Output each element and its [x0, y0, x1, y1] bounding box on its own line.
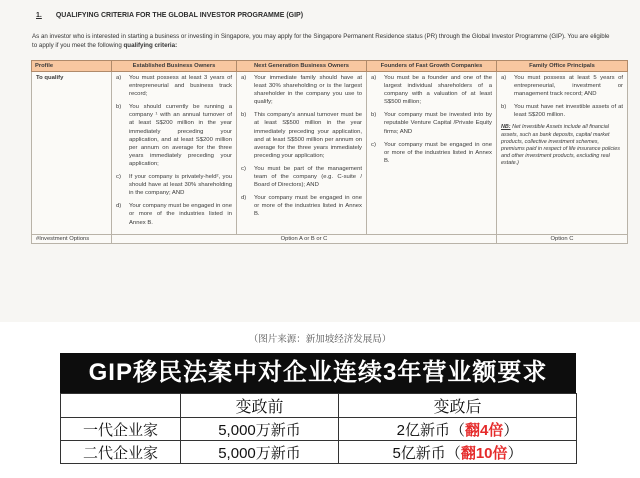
item-marker: c)	[241, 165, 246, 172]
section-number: 1.	[36, 12, 42, 19]
comparison-header-row	[61, 394, 577, 418]
intro-paragraph	[32, 33, 612, 50]
item-marker: b)	[371, 112, 377, 119]
comparison-header-after: 变政后	[339, 394, 577, 418]
multiplier-note: 翻4倍	[465, 421, 504, 439]
item-marker: d)	[116, 203, 122, 210]
header-founders: Founders of Fast Growth Companies	[367, 61, 497, 72]
family-office-cell	[497, 72, 628, 235]
section-heading	[36, 12, 303, 19]
criteria-item	[116, 202, 232, 226]
criteria-table	[31, 60, 628, 244]
item-text: Your company must be engaged in one or more of the industries listed in Annex B.	[254, 195, 362, 218]
image-caption: （图片来源：新加坡经济发展局）	[248, 334, 392, 345]
row-before: 5,000万新币	[181, 441, 339, 464]
section-title: QUALIFYING CRITERIA FOR THE GLOBAL INVESTOR PROGRAMME (GIP)	[55, 12, 304, 19]
after-open-paren: （	[449, 421, 465, 439]
option-c: Option C	[497, 234, 628, 243]
header-profile: Profile	[32, 61, 112, 72]
criteria-item	[241, 194, 362, 218]
criteria-item	[116, 74, 232, 98]
item-text: You should currently be running a company ¹ with an annual turnover of at least S$200 million in the year immediately preceding your application, and at least S$200 million per annum on average for the three years immediately preceding your application;	[129, 104, 232, 167]
investment-options-row	[32, 234, 628, 243]
criteria-header-row	[32, 61, 628, 72]
criteria-item	[116, 103, 232, 168]
comparison-header-before: 变政前	[181, 394, 339, 418]
comparison-panel	[60, 353, 576, 464]
item-marker: d)	[241, 195, 247, 202]
item-marker: b)	[501, 104, 507, 111]
item-marker: b)	[116, 104, 122, 111]
item-text: You must possess at least 5 years of entrepreneurial, investment or management track record; AND	[514, 75, 623, 98]
comparison-row	[61, 441, 577, 464]
comparison-row	[61, 418, 577, 441]
row-label: 一代企业家	[61, 418, 181, 441]
item-text: If your company is privately-held², you should have at least 30% shareholding in the company; AND	[129, 174, 232, 197]
intro-text: As an investor who is interested in starting a business or investing in Singapore, you may apply for the Singapore Permanent Residence status (PR) through the Global Investor Programme (GIP). You are eligible to apply if you meet the following	[32, 33, 610, 49]
after-open-paren: （	[445, 444, 461, 462]
item-text: This company's annual turnover must be at least S$500 million in the year immediately preceding your application, and at least S$500 million per annum on average for the three years immediately preceding your application;	[254, 112, 362, 159]
item-text: Your company must be engaged in one or more of the industries listed in Annex B.	[384, 141, 492, 164]
item-text: Your company must be engaged in one or more of the industries listed in Annex B.	[129, 203, 232, 226]
item-marker: a)	[371, 75, 377, 81]
multiplier-note: 翻10倍	[460, 444, 508, 462]
item-text: Your company must be invested into by reputable Venture Capital /Private Equity firms; AND	[384, 112, 492, 135]
item-marker: a)	[116, 75, 122, 81]
item-marker: c)	[116, 174, 121, 181]
item-marker: a)	[501, 75, 507, 81]
qualify-row	[32, 72, 628, 235]
row-label: 二代企业家	[61, 441, 181, 464]
comparison-title: GIP移民法案中对企业连续3年营业额要求	[60, 353, 576, 393]
intro-bold: qualifying criteria:	[123, 41, 178, 49]
investment-options-label: #Investment Options	[32, 234, 112, 243]
criteria-item	[371, 74, 492, 106]
item-text: You must be part of the management team of the company (e.g. C-suite / Board of Directors); AND	[254, 165, 362, 189]
criteria-item	[501, 74, 623, 98]
note-label: NB:	[501, 124, 511, 131]
criteria-item	[501, 103, 623, 119]
next-generation-cell	[237, 72, 367, 235]
criteria-item	[116, 173, 232, 197]
item-text: Your immediate family should have at least 30% shareholding or is the largest shareholder in the company you use to qualify;	[254, 75, 362, 106]
after-close-paren: ）	[507, 444, 523, 462]
criteria-item	[241, 74, 362, 106]
note-text: Net Investible Assets include all financial assets, such as bank deposits, capital market products, collective investment schemes, premiums paid in respect of life insurance policies and other investment products, excluding real estate.)	[501, 124, 620, 167]
header-family-office: Family Office Principals	[497, 61, 628, 72]
item-text: You must have net investible assets of at least S$200 million.	[514, 104, 623, 119]
row-after	[339, 418, 577, 441]
after-value: 5亿新币	[392, 444, 446, 462]
row-after	[339, 441, 577, 464]
comparison-table	[60, 393, 577, 464]
after-value: 2亿新币	[396, 421, 450, 439]
after-close-paren: ）	[503, 421, 519, 439]
qualify-label: To qualify	[32, 72, 112, 235]
comparison-header-blank	[61, 394, 181, 418]
row-before: 5,000万新币	[181, 418, 339, 441]
item-text: You must be a founder and one of the largest individual shareholders of a company with a valuation of at least S$500 million;	[384, 75, 492, 106]
criteria-item	[371, 141, 492, 165]
criteria-item	[371, 111, 492, 135]
item-marker: b)	[241, 112, 247, 119]
established-cell	[112, 72, 237, 235]
founders-cell	[367, 72, 497, 235]
item-text: You must possess at least 3 years of entrepreneurial and business track record;	[129, 75, 232, 98]
item-marker: a)	[241, 75, 247, 81]
criteria-item	[241, 111, 362, 160]
header-next-generation: Next Generation Business Owners	[237, 61, 367, 72]
header-established: Established Business Owners	[112, 61, 237, 72]
item-marker: c)	[371, 141, 376, 148]
criteria-item	[241, 165, 362, 189]
family-office-note	[501, 124, 623, 167]
option-abc: Option A or B or C	[112, 234, 497, 243]
family-office-list	[501, 74, 623, 119]
